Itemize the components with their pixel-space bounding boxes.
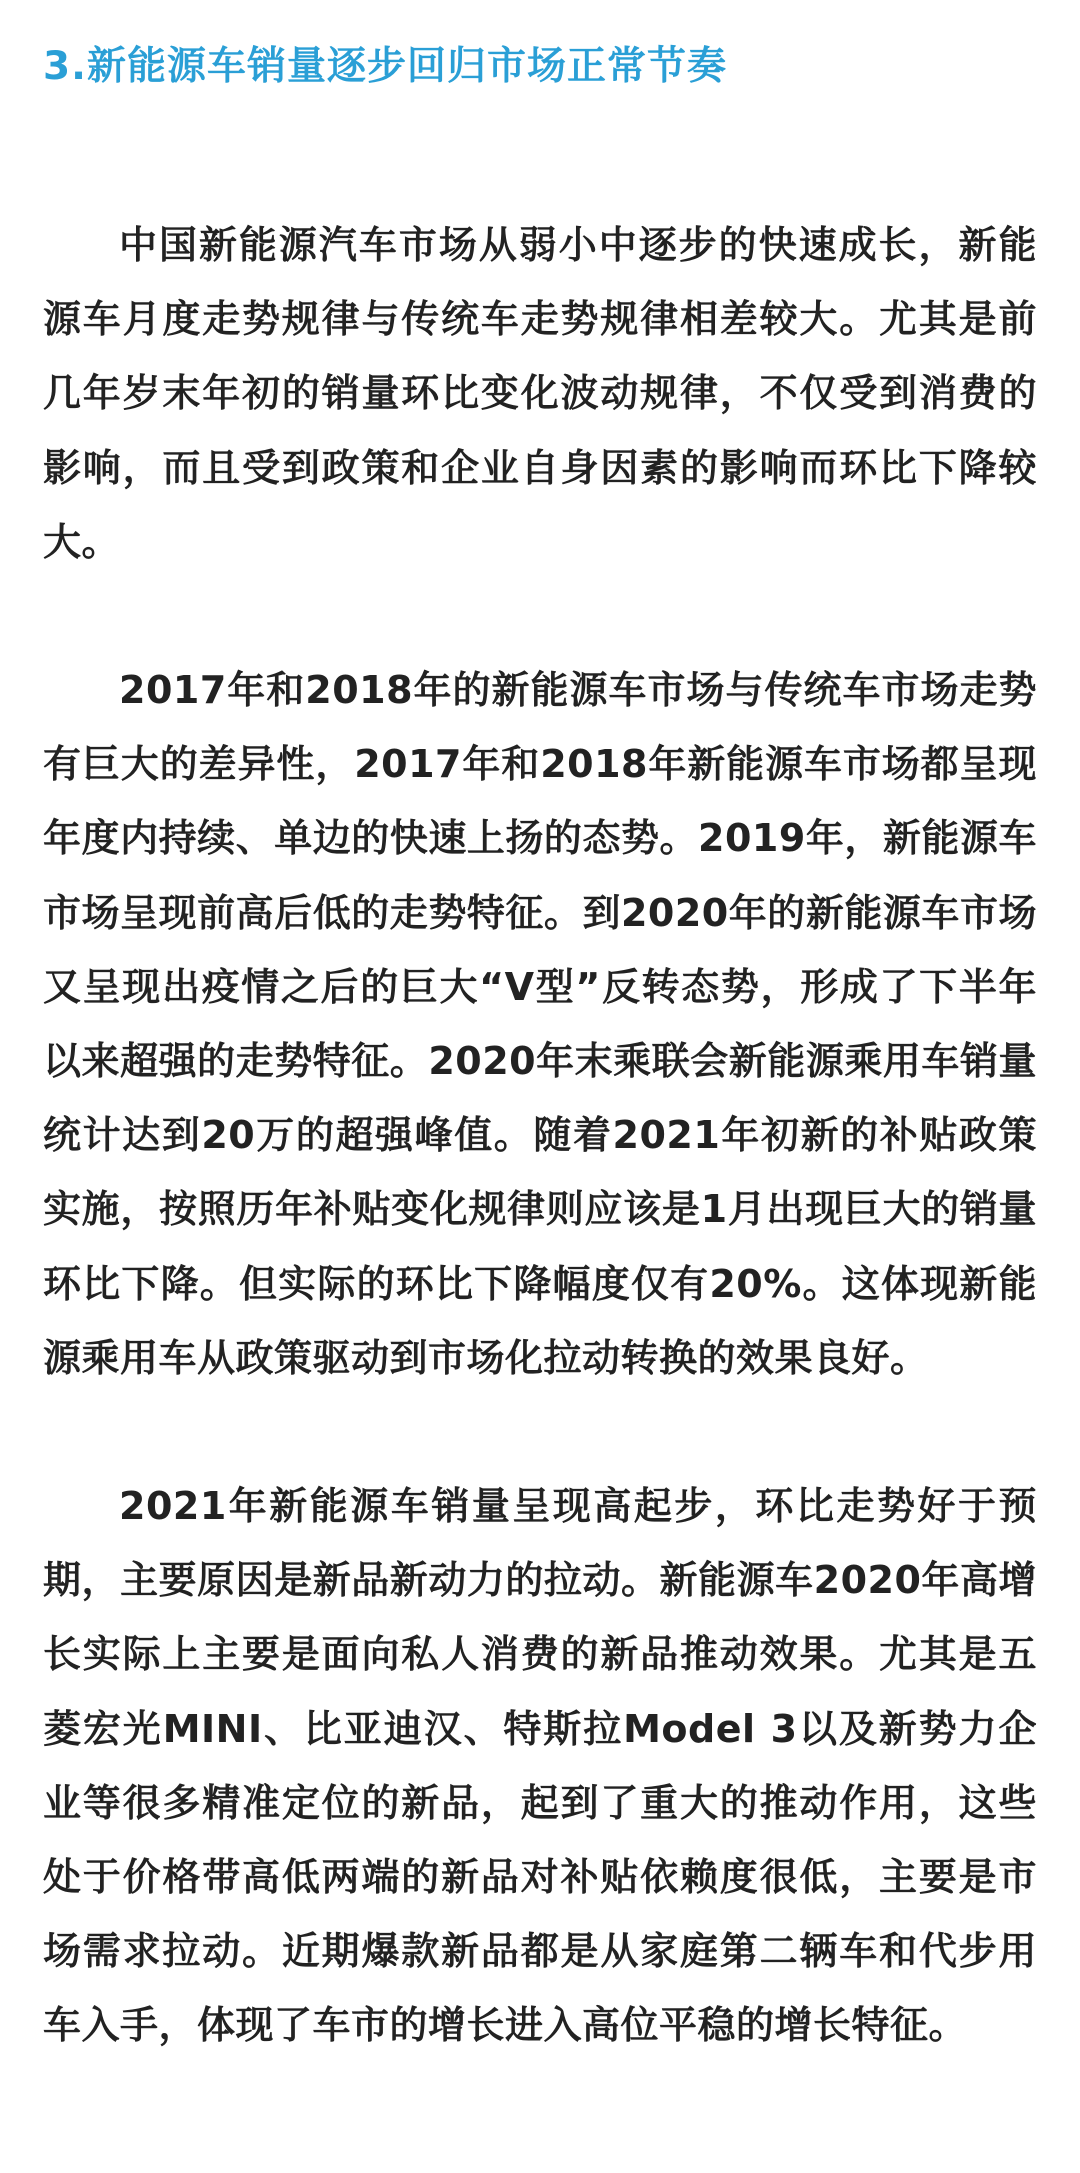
section-heading: 3.新能源车销量逐步回归市场正常节奏: [43, 44, 727, 89]
paragraph-new-products: 2021年新能源车销量呈现高起步，环比走势好于预期，主要原因是新品新动力的拉动。新能源车2020年高增长实际上主要是面向私人消费的新品推动效果。尤其是五菱宏光MINI、比亚迪汉、特斯拉Model 3以及新势力企业等很多精准定位的新品，起到了重大的推动作用，这些处于价格带高低两端的新品对补贴依赖度很低，主要是市场需求拉动。近期爆款新品都是从家庭第二辆车和代步用车入手，体现了车市的增长进入高位平稳的增长特征。: [43, 1484, 1037, 2048]
paragraph-market-trend: 2017年和2018年的新能源车市场与传统车市场走势有巨大的差异性，2017年和2018年新能源车市场都呈现年度内持续、单边的快速上扬的态势。2019年，新能源车市场呈现前高后低的走势特征。到2020年的新能源车市场又呈现出疫情之后的巨大“V型”反转态势，形成了下半年以来超强的走势特征。2020年末乘联会新能源乘用车销量统计达到20万的超强峰值。随着2021年初新的补贴政策实施，按照历年补贴变化规律则应该是1月出现巨大的销量环比下降。但实际的环比下降幅度仅有20%。这体现新能源乘用车从政策驱动到市场化拉动转换的效果良好。: [43, 668, 1037, 1380]
paragraph-market-growth: 中国新能源汽车市场从弱小中逐步的快速成长，新能源车月度走势规律与传统车走势规律相差较大。尤其是前几年岁末年初的销量环比变化波动规律，不仅受到消费的影响，而且受到政策和企业自身因素的影响而环比下降较大。: [43, 223, 1037, 564]
